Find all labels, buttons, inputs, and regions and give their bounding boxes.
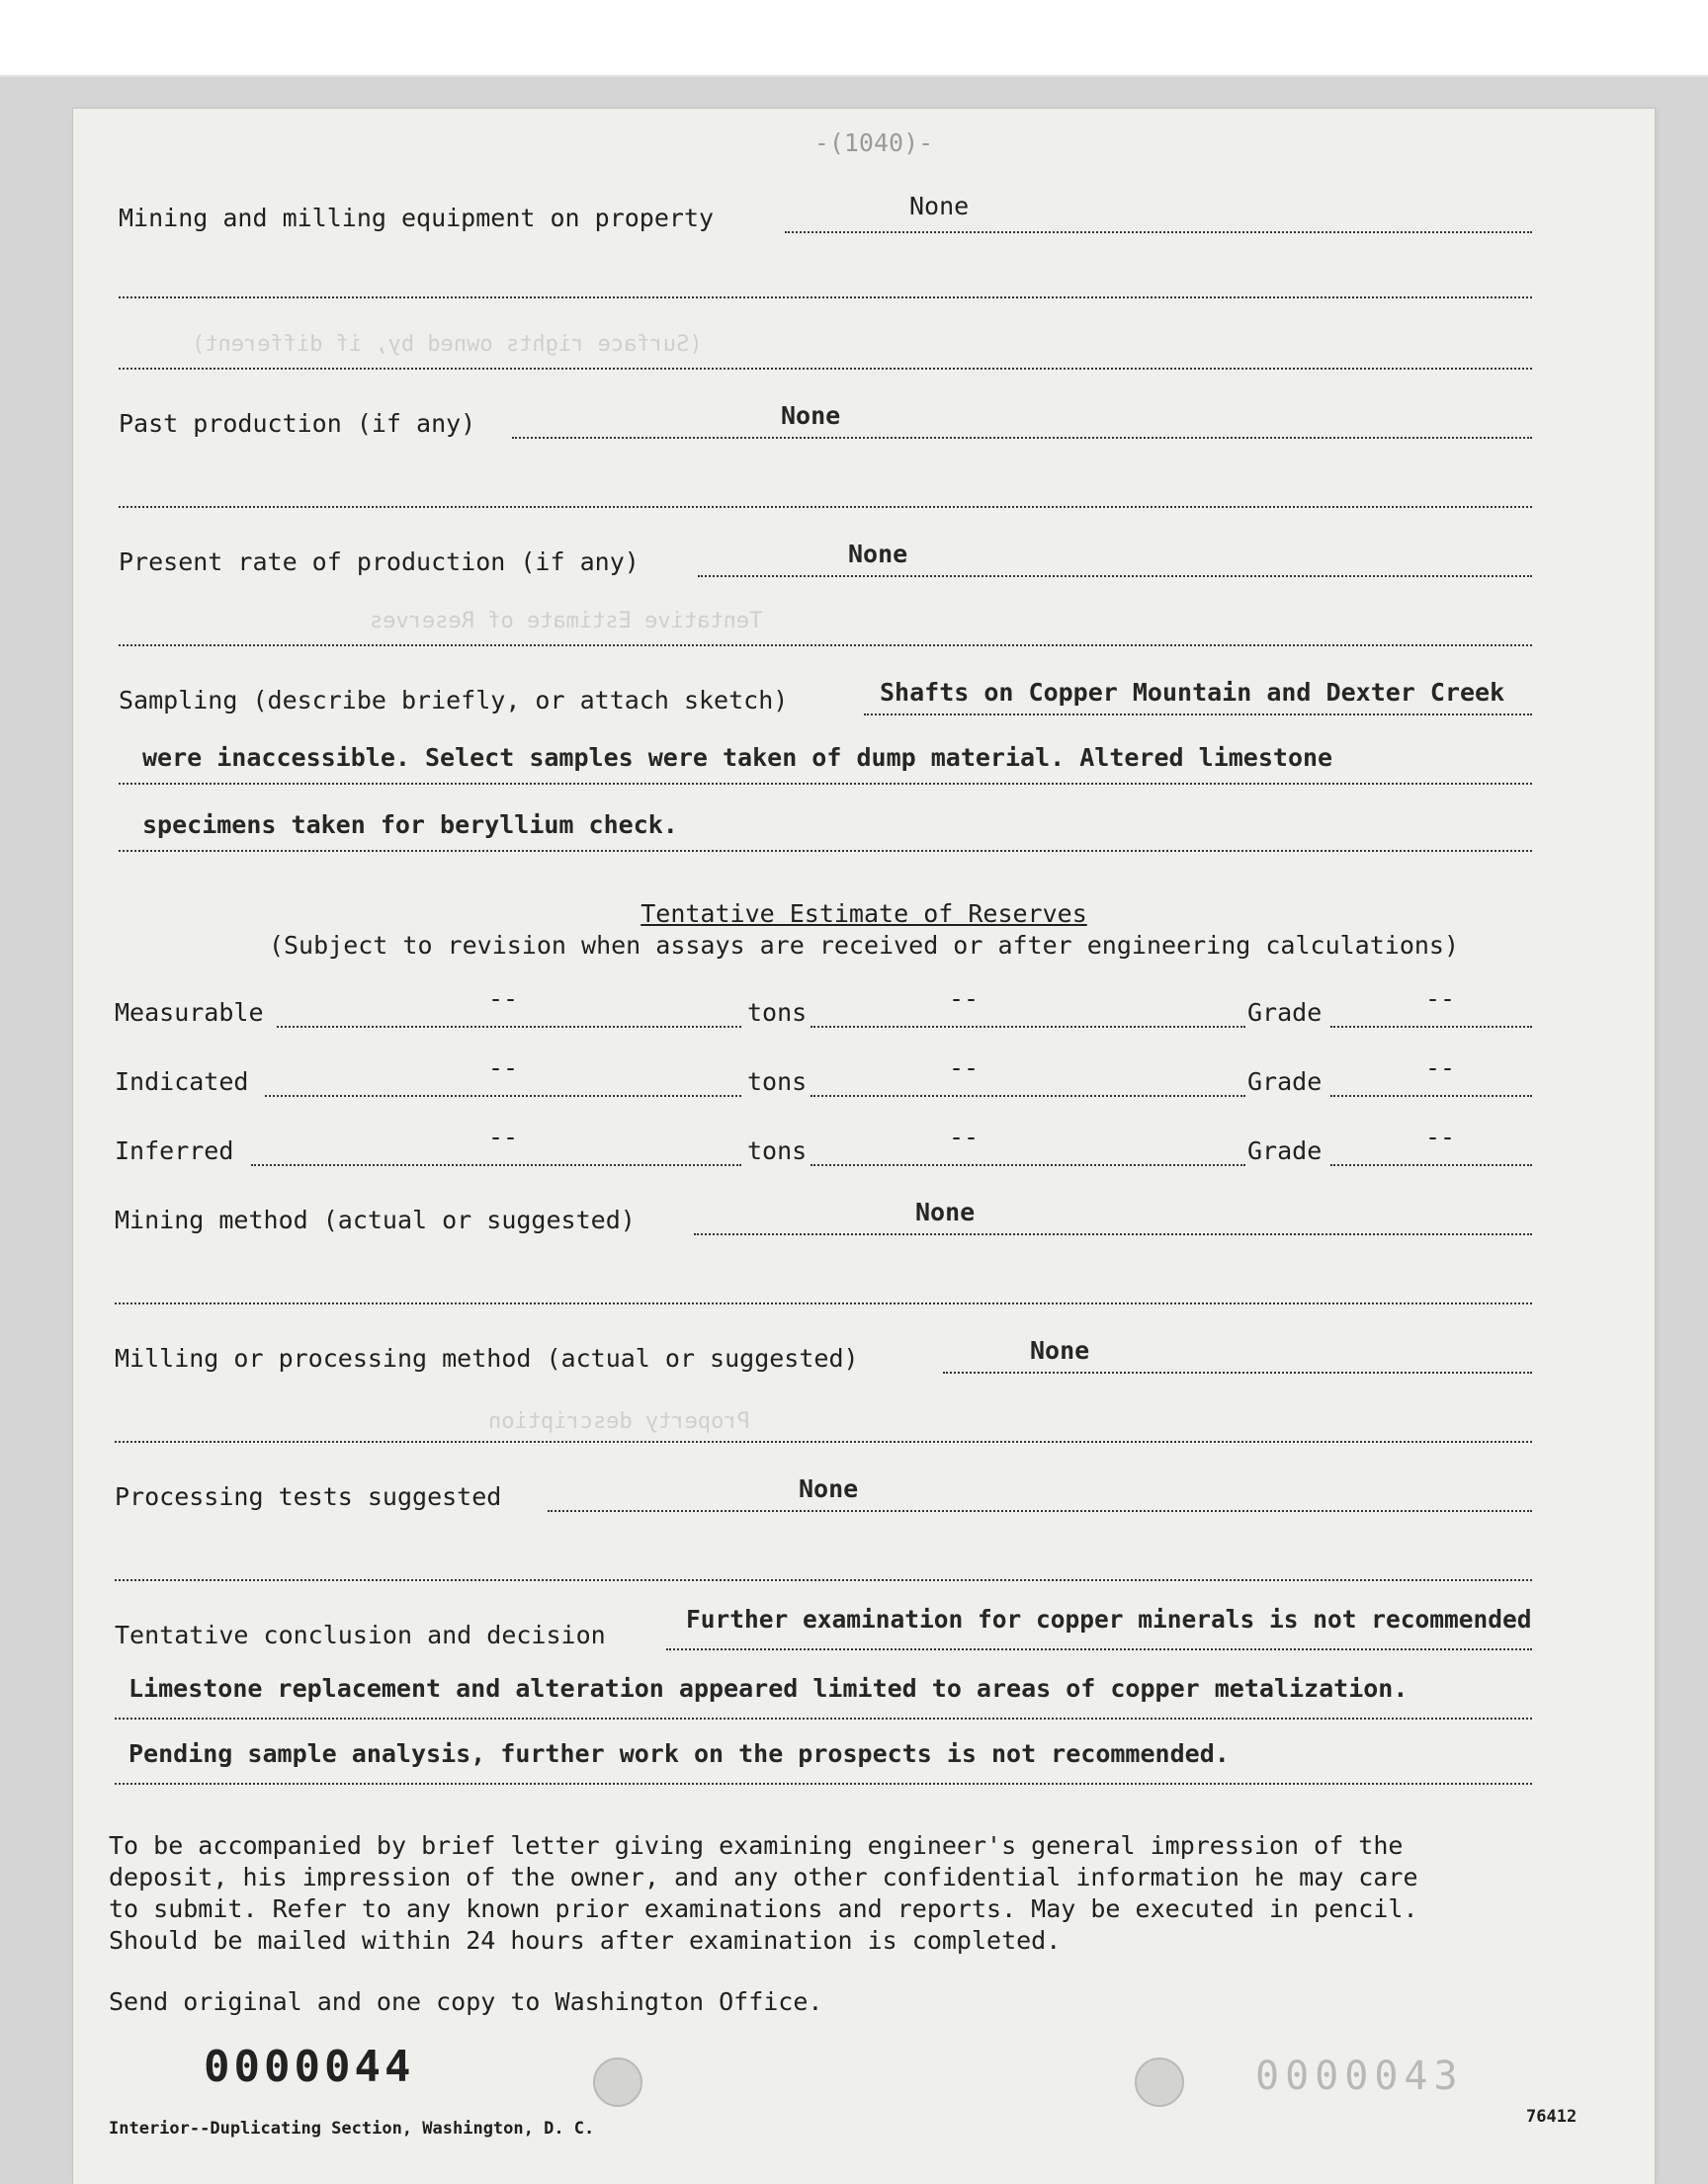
- form-page: [73, 109, 1655, 2184]
- blank-line: [119, 368, 1532, 370]
- mining-method-label: Mining method (actual or suggested): [115, 1206, 636, 1234]
- sampling-line: [119, 850, 1532, 852]
- equipment-value: None: [909, 192, 970, 220]
- sampling-label: Sampling (describe briefly, or attach sketch): [119, 686, 789, 714]
- milling-method-label: Milling or processing method (actual or suggested): [115, 1344, 859, 1373]
- reserve-amount-line: [277, 1026, 741, 1028]
- conclusion-text-3: Pending sample analysis, further work on the prospects is not recommended.: [128, 1739, 1230, 1768]
- grade-label: Grade: [1247, 998, 1323, 1027]
- reserve-amount: --: [488, 1123, 519, 1151]
- present-rate-line: [698, 575, 1532, 577]
- reserve-grade-line: [1330, 1026, 1532, 1028]
- blank-line: [115, 1441, 1532, 1443]
- reserve-label: Inferred: [115, 1136, 234, 1165]
- reserve-label: Indicated: [115, 1067, 249, 1096]
- reserve-grade: --: [1425, 984, 1456, 1013]
- reserve-grade: --: [1425, 1053, 1456, 1082]
- blank-line: [115, 1579, 1532, 1581]
- reserve-tons-line: [811, 1164, 1245, 1166]
- scanner-top-margin: [0, 0, 1708, 77]
- processing-tests-label: Processing tests suggested: [115, 1482, 502, 1511]
- reserve-amount-line: [251, 1164, 741, 1166]
- milling-method-line: [943, 1372, 1532, 1374]
- tons-label: tons: [747, 1067, 808, 1096]
- show-through-text: Property description: [488, 1409, 750, 1434]
- past-production-value: None: [781, 401, 841, 430]
- reserves-title: Tentative Estimate of Reserves: [640, 899, 1087, 928]
- processing-tests-value: None: [799, 1474, 859, 1503]
- reserve-tons-line: [811, 1026, 1245, 1028]
- sampling-text-1: Shafts on Copper Mountain and Dexter Creek: [880, 678, 1505, 707]
- grade-label: Grade: [1247, 1067, 1323, 1096]
- header-mark: -(1040)-: [813, 128, 934, 157]
- reserve-tons: --: [949, 1123, 980, 1151]
- instructions-line: Should be mailed within 24 hours after examination is completed.: [109, 1926, 1062, 1955]
- reserve-grade: --: [1425, 1123, 1456, 1151]
- conclusion-line: [115, 1718, 1532, 1720]
- reserve-label: Measurable: [115, 998, 264, 1027]
- equipment-label: Mining and milling equipment on property: [119, 204, 715, 232]
- mining-method-line: [694, 1233, 1532, 1235]
- show-through-text: (Surface rights owned by, if different): [192, 332, 703, 357]
- conclusion-text-1: Further examination for copper minerals is not recommended: [686, 1605, 1532, 1634]
- reserves-subtitle: (Subject to revision when assays are received or after engineering calculations): [268, 931, 1460, 960]
- form-number: 76412: [1526, 2107, 1578, 2127]
- conclusion-line: [666, 1648, 1532, 1650]
- punch-hole: [1135, 2058, 1184, 2107]
- present-rate-label: Present rate of production (if any): [119, 547, 640, 576]
- past-production-line: [512, 437, 1532, 439]
- blank-line: [119, 506, 1532, 508]
- show-through-text: Tentative Estimate of Reserves: [370, 609, 763, 633]
- conclusion-label: Tentative conclusion and decision: [115, 1621, 606, 1649]
- reserve-grade-line: [1330, 1164, 1532, 1166]
- equipment-line: [785, 231, 1532, 233]
- present-rate-value: None: [848, 540, 908, 568]
- conclusion-text-2: Limestone replacement and alteration appeared limited to areas of copper metalization.: [128, 1674, 1409, 1703]
- sampling-line: [119, 783, 1532, 785]
- sampling-text-3: specimens taken for beryllium check.: [142, 810, 678, 839]
- sampling-line: [864, 714, 1532, 715]
- reserve-tons-line: [811, 1095, 1245, 1097]
- instructions-line: to submit. Refer to any known prior examinations and reports. May be executed in pencil.: [109, 1894, 1418, 1923]
- reserve-tons: --: [949, 984, 980, 1013]
- blank-line: [119, 644, 1532, 646]
- instructions-line: To be accompanied by brief letter giving examining engineer's general impression of the: [109, 1831, 1404, 1860]
- blank-line: [115, 1302, 1532, 1304]
- past-production-label: Past production (if any): [119, 409, 476, 438]
- blank-line: [119, 296, 1532, 298]
- processing-tests-line: [548, 1510, 1532, 1512]
- reserve-grade-line: [1330, 1095, 1532, 1097]
- sampling-text-2: were inaccessible. Select samples were taken of dump material. Altered limestone: [142, 743, 1333, 772]
- document-number-stamp: 0000044: [204, 2042, 415, 2092]
- tons-label: tons: [747, 1136, 808, 1165]
- reserve-tons: --: [949, 1053, 980, 1082]
- faded-number-stamp: 0000043: [1255, 2054, 1464, 2099]
- grade-label: Grade: [1247, 1136, 1323, 1165]
- instructions-line: deposit, his impression of the owner, and any other confidential information he may care: [109, 1863, 1418, 1891]
- milling-method-value: None: [1030, 1336, 1090, 1365]
- conclusion-line: [115, 1783, 1532, 1785]
- punch-hole: [593, 2058, 642, 2107]
- reserve-amount: --: [488, 984, 519, 1013]
- mining-method-value: None: [915, 1198, 976, 1226]
- reserve-amount: --: [488, 1053, 519, 1082]
- reserve-amount-line: [265, 1095, 741, 1097]
- send-instruction: Send original and one copy to Washington Office.: [109, 1987, 823, 2016]
- printer-imprint: Interior--Duplicating Section, Washington, D. C.: [109, 2119, 595, 2139]
- tons-label: tons: [747, 998, 808, 1027]
